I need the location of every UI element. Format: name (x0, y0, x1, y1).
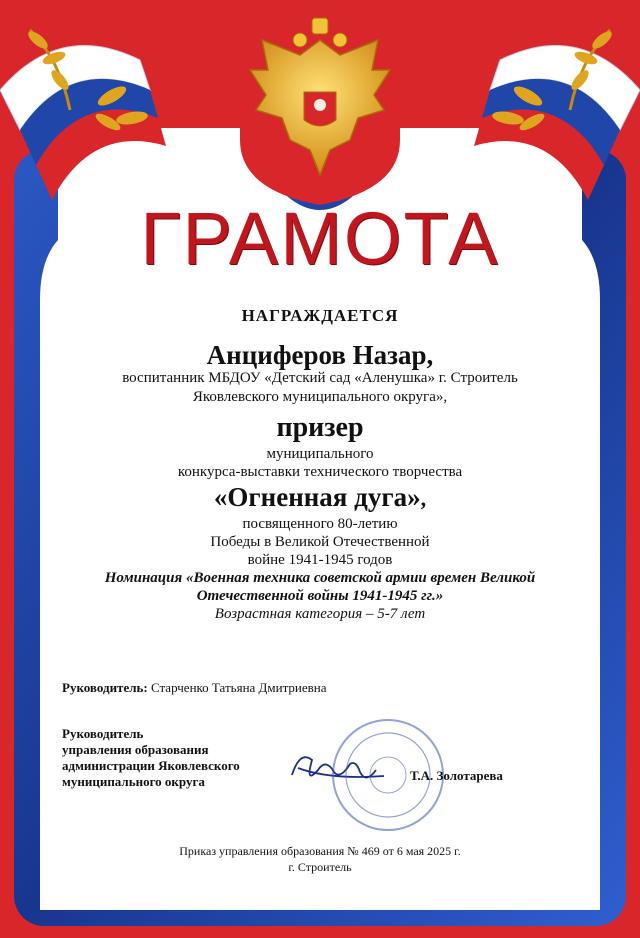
contest-name-comma: , (420, 486, 427, 511)
contest-line-2: конкурса-выставки технического творчества (177, 464, 463, 480)
footer-city: г. Строитель (288, 860, 352, 874)
contest-line-1: муниципального (266, 446, 374, 462)
supervisor-line (62, 680, 327, 696)
signatory-title-1: Руководитель (62, 726, 144, 741)
dedication-line-3: войне 1941-1945 годов (247, 552, 393, 568)
supervisor-label: Руководитель: (62, 680, 148, 695)
recipient-info-line-1: воспитанник МБДОУ «Детский сад «Аленушка» г. Строитель (122, 370, 518, 386)
dedication-line-2: Победы в Великой Отечественной (210, 534, 430, 550)
award-title: призер (276, 412, 364, 443)
contest-name-line (0, 482, 640, 513)
recipient-info-line-2: Яковлевского муниципального округа», (192, 389, 448, 405)
recipient-name: Анциферов Назар, (206, 340, 434, 370)
certificate-title: ГРАМОТА (140, 197, 500, 280)
signatory-title-3: администрации Яковлевского (62, 758, 240, 773)
nomination-line-2: Отечественной войны 1941-1945 гг.» (196, 588, 444, 604)
dedication-line-1: посвященного 80-летию (242, 516, 398, 532)
nomination-line-1: Номинация «Военная техника советской армии времен Великой (104, 570, 536, 586)
age-category: Возрастная категория – 5-7 лет (214, 606, 426, 622)
signatory-title-4: муниципального округа (62, 774, 205, 789)
supervisor-name: Старченко Татьяна Дмитриевна (150, 680, 327, 695)
signatory-name: Т.А. Золотарева (410, 768, 503, 783)
order-line: Приказ управления образования № 469 от 6 мая 2025 г. (179, 844, 461, 858)
awarded-label: НАГРАЖДАЕТСЯ (241, 306, 399, 325)
signatory-title-2: управления образования (62, 742, 209, 757)
contest-name: «Огненная дуга» (213, 482, 421, 512)
